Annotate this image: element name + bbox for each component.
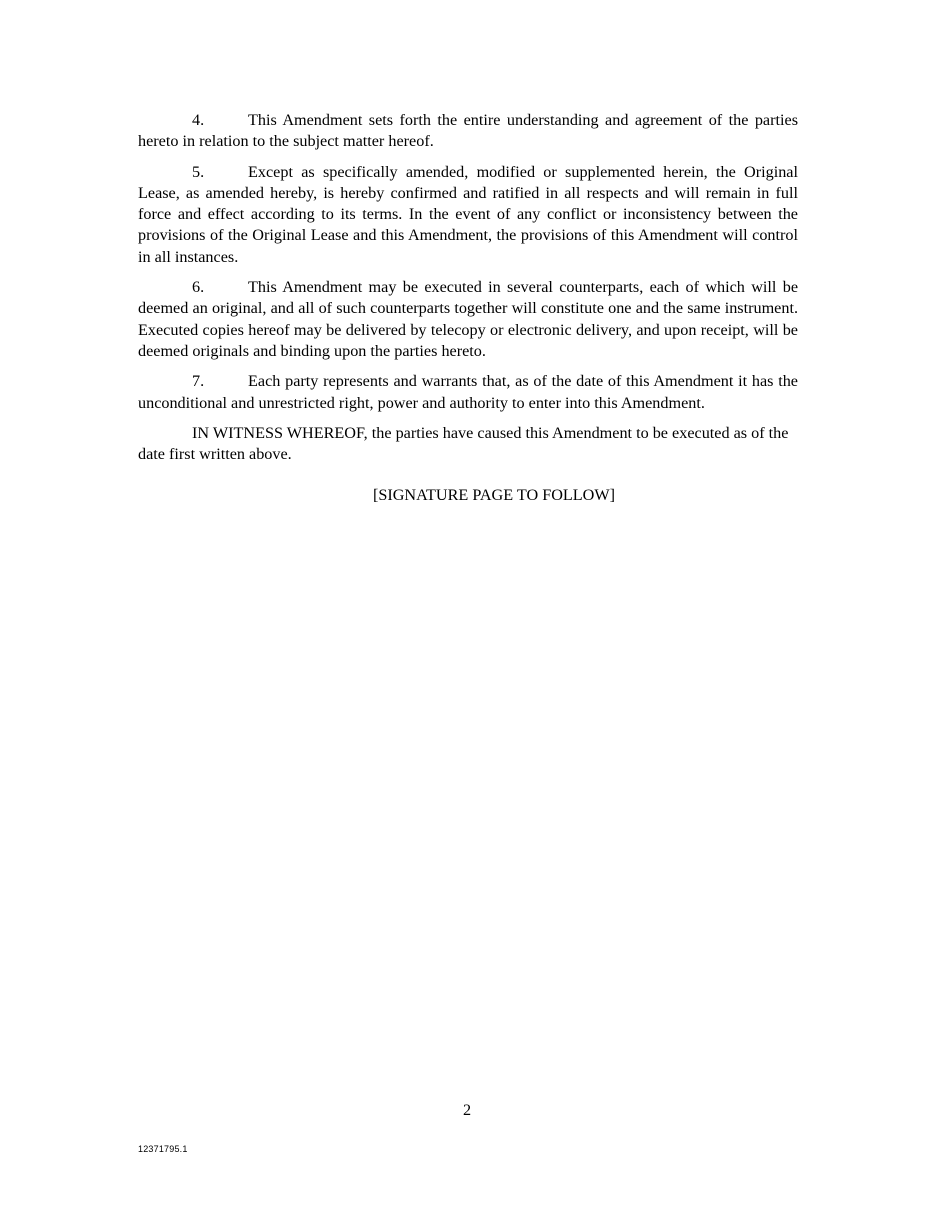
signature-page-notice: [SIGNATURE PAGE TO FOLLOW] xyxy=(372,486,616,505)
paragraph-5 xyxy=(138,162,798,268)
document-body xyxy=(138,110,798,506)
document-id: 12371795.1 xyxy=(138,1144,188,1154)
paragraph-4 xyxy=(138,110,798,153)
paragraph-text: This Amendment may be executed in several counterparts, each of which will be deemed an original, and all of such counterparts together will constitute one and the same instrument. Executed copies hereof may be delivered by telecopy or electronic delivery, and upon receipt, will be deemed originals and binding upon the parties hereto. xyxy=(138,278,798,360)
paragraph-text: This Amendment sets forth the entire understanding and agreement of the parties hereto in relation to the subject matter hereof. xyxy=(138,111,798,151)
paragraph-7 xyxy=(138,371,798,414)
paragraph-text: Each party represents and warrants that, as of the date of this Amendment it has the unconditional and unrestricted right, power and authority to enter into this Amendment. xyxy=(138,372,798,412)
page-number: 2 xyxy=(462,1101,472,1119)
witness-clause: IN WITNESS WHEREOF, the parties have caused this Amendment to be executed as of the date first written above. xyxy=(138,423,789,464)
paragraph-number: 6. xyxy=(192,278,205,297)
paragraph-number: 5. xyxy=(192,162,205,181)
paragraph-number: 4. xyxy=(192,111,205,129)
paragraph-6 xyxy=(138,277,798,362)
paragraph-number: 7. xyxy=(192,372,205,391)
paragraph-text: Except as specifically amended, modified or supplemented herein, the Original Lease, as amended hereby, is hereby confirmed and ratified in all respects and will remain in full force and effect according to its terms. In the event of any conflict or inconsistency between the provisions of the Original Lease and this Amendment, the provisions of this Amendment will control in all instances. xyxy=(138,162,798,266)
